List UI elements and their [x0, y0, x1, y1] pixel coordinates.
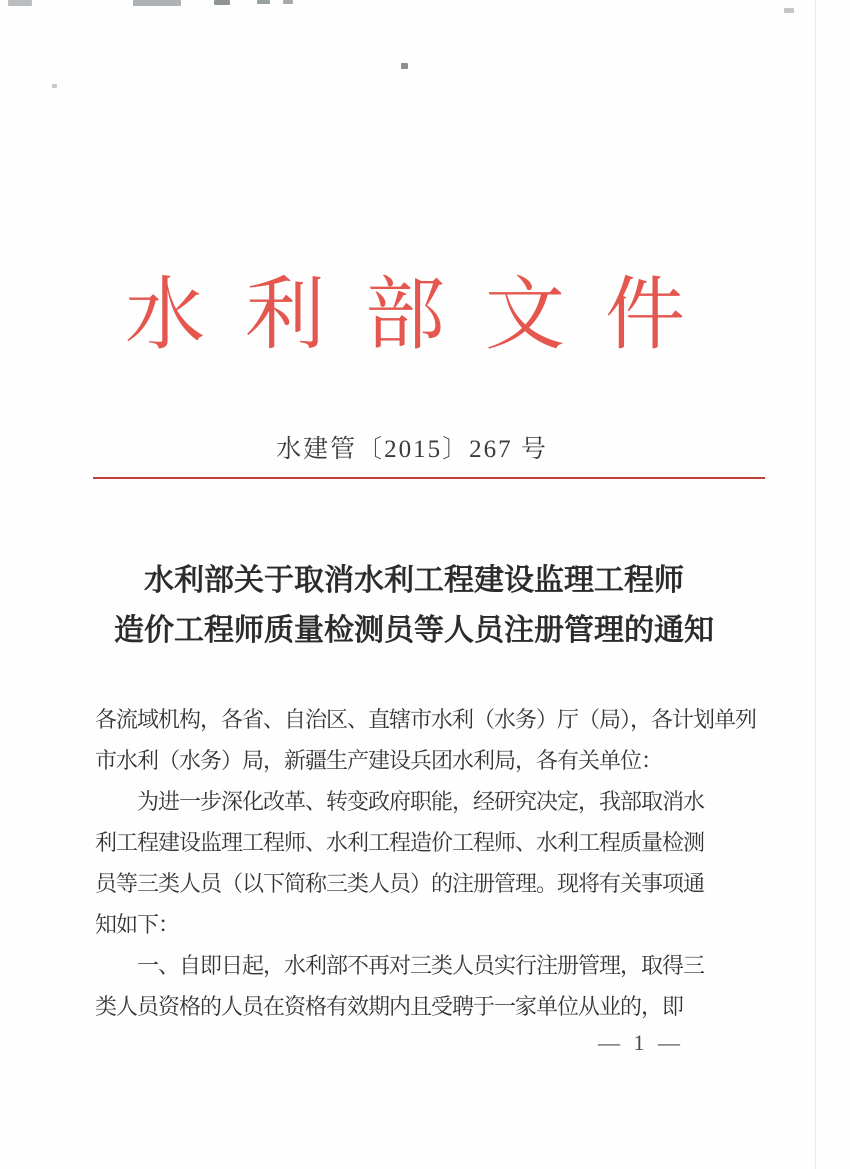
- scan-artifact: [784, 8, 794, 13]
- red-divider-rule: [93, 477, 765, 479]
- document-title-line-2: 造价工程师质量检测员等人员注册管理的通知: [114, 614, 714, 647]
- body-line: 类人员资格的人员在资格有效期内且受聘于一家单位从业的，即: [95, 994, 684, 1019]
- page-number: — 1 —: [598, 1030, 684, 1055]
- body-line: 一、自即日起，水利部不再对三类人员实行注册管理，取得三: [137, 953, 705, 978]
- ministry-header-title: 水利部文件: [125, 272, 725, 360]
- body-line: 知如下：: [95, 912, 180, 937]
- document-body: [95, 699, 771, 1027]
- scan-artifact: [214, 0, 230, 5]
- body-line: 各流域机构，各省、自治区、直辖市水利（水务）厅（局），各计划单列: [95, 707, 757, 732]
- scan-artifact: [401, 63, 408, 69]
- body-line: 为进一步深化改革、转变政府职能，经研究决定，我部取消水: [137, 789, 705, 814]
- body-line: 员等三类人员（以下简称三类人员）的注册管理。现将有关事项通: [95, 871, 705, 896]
- document-number: 水建管〔2015〕267 号: [276, 436, 548, 463]
- body-line: 利工程建设监理工程师、水利工程造价工程师、水利工程质量检测: [95, 830, 705, 855]
- body-line: 市水利（水务）局，新疆生产建设兵团水利局，各有关单位：: [95, 748, 663, 773]
- scan-artifact: [8, 0, 32, 6]
- scan-artifact: [257, 0, 270, 4]
- document-title: [0, 556, 850, 656]
- document-title-line-1: 水利部关于取消水利工程建设监理工程师: [144, 564, 684, 597]
- scan-artifact: [52, 84, 57, 88]
- scan-artifact: [133, 0, 181, 6]
- scan-artifact: [283, 0, 293, 4]
